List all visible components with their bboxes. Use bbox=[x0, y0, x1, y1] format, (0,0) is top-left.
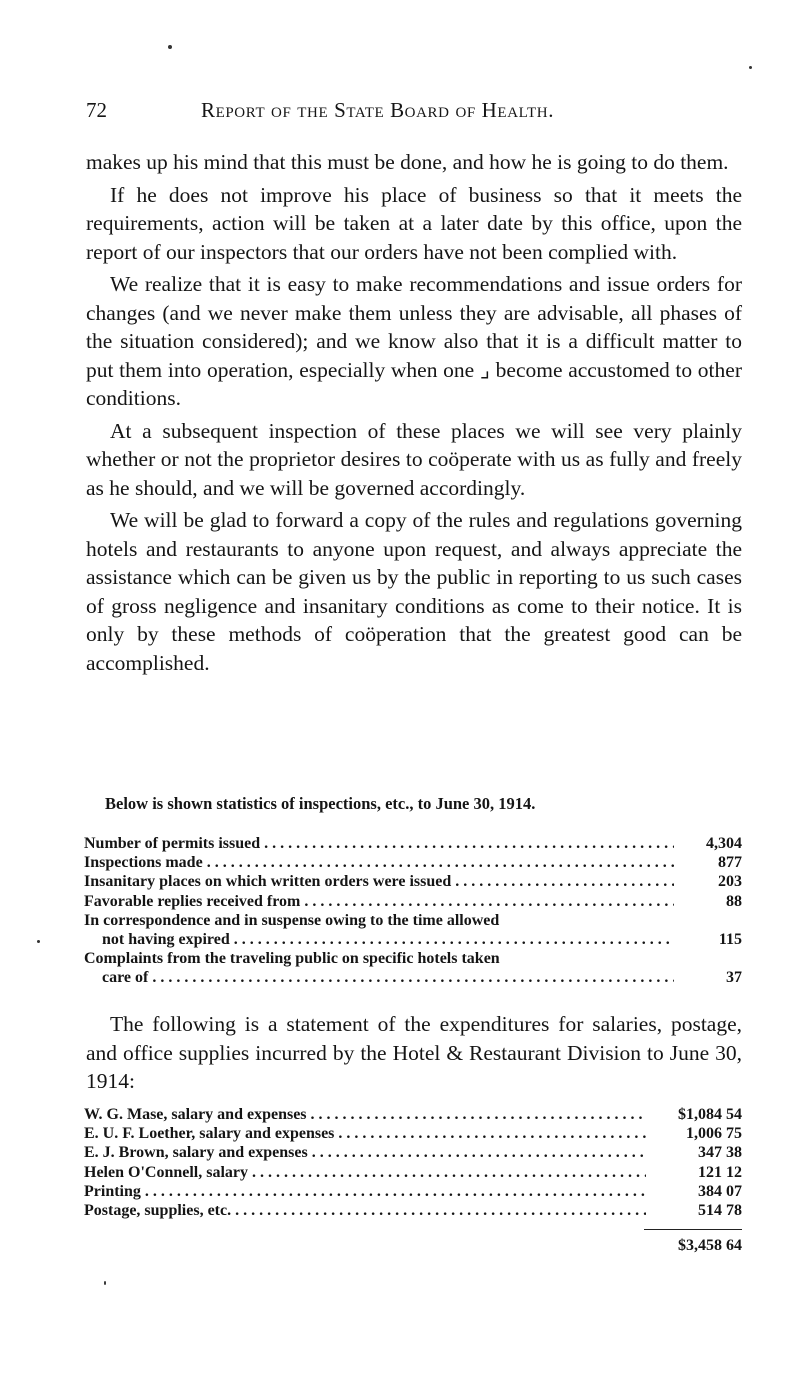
scan-speck bbox=[37, 940, 40, 943]
row-value: 121 12 bbox=[698, 1163, 742, 1181]
row-value: 347 38 bbox=[698, 1144, 742, 1162]
expenditures-intro bbox=[86, 1010, 742, 1096]
stats-intro: Below is shown statistics of inspections, etc., to June 30, 1914. bbox=[105, 794, 536, 813]
scan-speck bbox=[104, 1281, 106, 1285]
row-value: $1,084 54 bbox=[678, 1106, 742, 1123]
row-label: W. G. Mase, salary and expenses bbox=[84, 1106, 307, 1123]
body-text bbox=[86, 148, 742, 681]
paragraph: If he does not improve his place of business so that it meets the requirements, action will be taken at a later date by this office, upon the report of our inspectors that our orders have not been complied with. bbox=[86, 182, 742, 264]
row-label: Favorable replies received from bbox=[84, 892, 301, 910]
dot-leader bbox=[252, 1163, 646, 1182]
row-label: Postage, supplies, etc. bbox=[84, 1202, 232, 1220]
row-label: Insanitary places on which written orders were issued bbox=[84, 873, 452, 891]
row-label: E. J. Brown, salary and expenses bbox=[84, 1144, 308, 1162]
scan-speck bbox=[749, 66, 752, 69]
table-row bbox=[84, 892, 742, 911]
dot-leader bbox=[311, 1105, 646, 1124]
table-row bbox=[84, 872, 742, 891]
row-value: 115 bbox=[718, 931, 742, 949]
row-label: In correspondence and in suspense owing to the time allowed bbox=[84, 911, 500, 929]
table-row bbox=[84, 1143, 742, 1162]
dot-leader bbox=[234, 930, 674, 949]
scan-speck bbox=[168, 45, 172, 49]
row-value: 1,006 75 bbox=[686, 1125, 742, 1143]
statistics-table bbox=[84, 834, 742, 988]
row-value: 88 bbox=[726, 892, 742, 910]
table-row bbox=[84, 1163, 742, 1182]
paragraph: We realize that it is easy to make recommendations and issue orders for changes (and we never make them unless they are advisable, all phases of the situation considered); and we know also that it is a difficult matter to put them into operation, especially when one ⌟ become accustomed to other conditions. bbox=[86, 272, 742, 410]
row-label: Inspections made bbox=[84, 854, 203, 872]
row-value: 203 bbox=[718, 873, 742, 891]
table-row bbox=[84, 853, 742, 872]
dot-leader bbox=[207, 853, 674, 872]
table-row bbox=[84, 1105, 742, 1124]
row-label: Complaints from the traveling public on specific hotels taken bbox=[84, 950, 500, 968]
paragraph: At a subsequent inspection of these places we will see very plainly whether or not the proprietor desires to coöperate with us as fully and freely as he should, and we will be governed accordingly. bbox=[86, 418, 742, 500]
total-amount: $3,458 64 bbox=[678, 1237, 742, 1254]
dot-leader bbox=[264, 834, 674, 853]
page-number: 72 bbox=[86, 98, 107, 122]
table-row bbox=[84, 911, 742, 949]
running-title: Report of the State Board of Health. bbox=[201, 98, 555, 122]
table-row bbox=[84, 834, 742, 853]
dot-leader bbox=[338, 1124, 646, 1143]
dot-leader bbox=[455, 872, 674, 891]
paragraph: The following is a statement of the expenditures for salaries, postage, and office supplies incurred by the Hotel & Restaurant Division to June 30, 1914: bbox=[86, 1012, 742, 1093]
row-label-continued: not having expired bbox=[102, 931, 230, 949]
dot-leader bbox=[235, 1201, 646, 1220]
table-row bbox=[84, 1124, 742, 1143]
total-rule bbox=[644, 1229, 742, 1230]
row-value: 384 07 bbox=[698, 1182, 742, 1200]
paragraph: We will be glad to forward a copy of the rules and regulations governing hotels and restaurants to anyone upon request, and always appreciate the assistance which can be given us by the public in reporting to us such cases of gross negligence and insanitary conditions as come to their notice. It is only by these methods of coöperation that the greatest good can be accomplished. bbox=[86, 508, 742, 675]
row-label: E. U. F. Loether, salary and expenses bbox=[84, 1125, 335, 1143]
table-row bbox=[84, 1201, 742, 1220]
expenditures-table bbox=[84, 1105, 742, 1220]
dot-leader bbox=[152, 968, 674, 987]
row-value: 4,304 bbox=[706, 835, 742, 852]
row-label: Number of permits issued bbox=[84, 835, 261, 852]
table-row bbox=[84, 949, 742, 987]
table-row bbox=[84, 1182, 742, 1201]
row-label: Helen O'Connell, salary bbox=[84, 1163, 248, 1181]
row-label-continued: care of bbox=[102, 969, 149, 987]
paragraph: makes up his mind that this must be done, and how he is going to do them. bbox=[86, 150, 729, 174]
row-label: Printing bbox=[84, 1182, 141, 1200]
row-value: 877 bbox=[718, 854, 742, 872]
row-value: 37 bbox=[726, 969, 742, 987]
row-value: 514 78 bbox=[698, 1202, 742, 1220]
dot-leader bbox=[145, 1182, 646, 1201]
dot-leader bbox=[304, 892, 674, 911]
dot-leader bbox=[312, 1143, 646, 1162]
